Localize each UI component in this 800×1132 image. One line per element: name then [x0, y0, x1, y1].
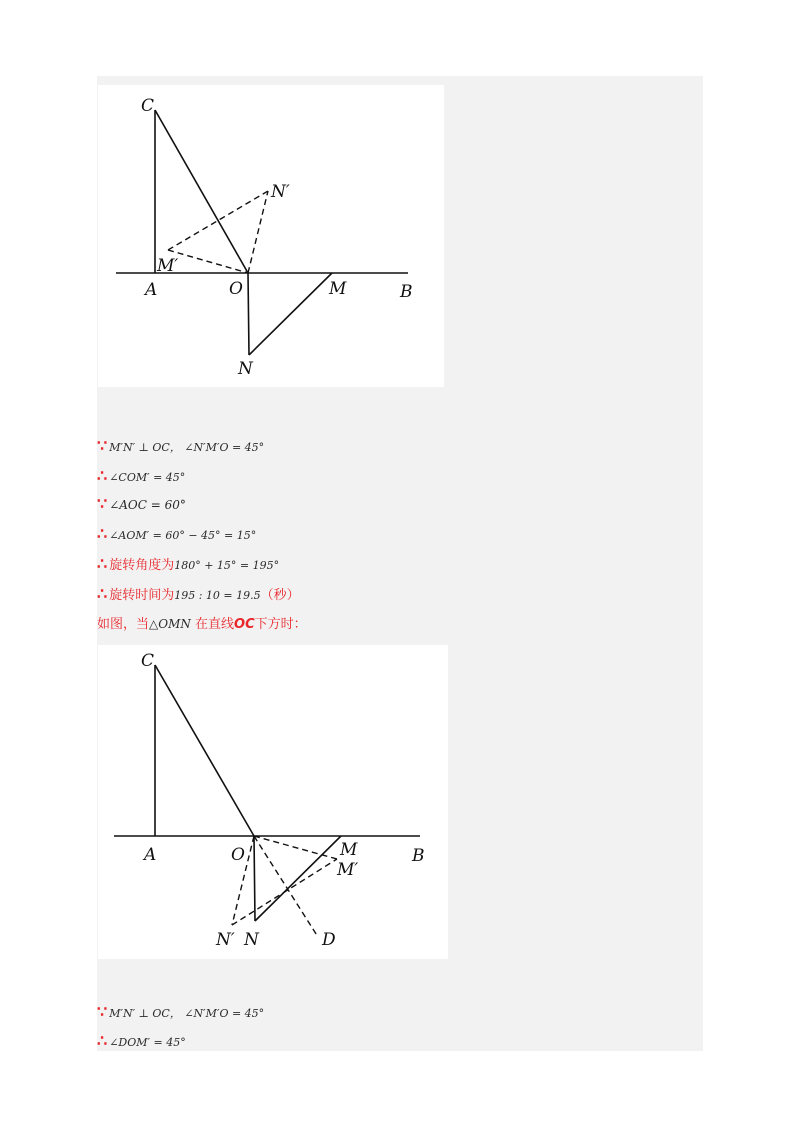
geometry-figure-1 — [98, 85, 444, 387]
dashed-ON' — [248, 191, 268, 273]
proof-line-4: ∴ ∠AOM′ = 60° − 45° = 15° — [97, 524, 257, 543]
label-M: M — [340, 840, 358, 860]
proof-line-1: ∵ M′N′ ⊥ OC， ∠N′M′O = 45° — [97, 436, 265, 455]
dashed-OD — [254, 836, 318, 937]
label-M-prime: M′ — [337, 860, 359, 880]
dashed-N'M' — [232, 859, 337, 925]
label-M-prime: M′ — [157, 256, 179, 276]
label-C: C — [141, 651, 155, 671]
label-A: A — [145, 280, 158, 300]
proof-line-2: ∴ ∠COM′ = 45° — [97, 466, 186, 485]
label-N-prime: N′ — [216, 930, 235, 950]
proof-line-5: ∵ M′N′ ⊥ OC， ∠N′M′O = 45° — [97, 1002, 265, 1021]
label-N: N — [238, 359, 253, 379]
label-M: M — [329, 279, 347, 299]
label-B: B — [412, 846, 425, 866]
label-D: D — [322, 930, 336, 950]
proof-line-6: ∴ ∠DOM′ = 45° — [97, 1031, 186, 1050]
label-N-prime: N′ — [271, 182, 290, 202]
label-A: A — [144, 845, 157, 865]
segment-CO — [155, 110, 248, 273]
label-B: B — [400, 282, 413, 302]
segment-ON — [254, 836, 255, 921]
segment-CO — [155, 665, 254, 836]
geometry-figure-2 — [98, 645, 448, 959]
label-O: O — [231, 845, 245, 865]
label-O: O — [229, 279, 243, 299]
label-N: N — [244, 930, 259, 950]
proof-line-3: ∵ ∠AOC = 60° — [97, 494, 186, 513]
segment-NM — [249, 273, 332, 355]
label-C: C — [141, 96, 155, 116]
proof-line-rotation-angle: ∴ 旋转角度为180° + 15° = 195° — [97, 554, 280, 573]
section-heading: 如图，当△OMN 在直线OC下方时： — [97, 617, 307, 632]
proof-line-rotation-time: ∴ 旋转时间为195 : 10 = 19.5（秒） — [97, 584, 300, 603]
segment-ON — [248, 273, 249, 355]
